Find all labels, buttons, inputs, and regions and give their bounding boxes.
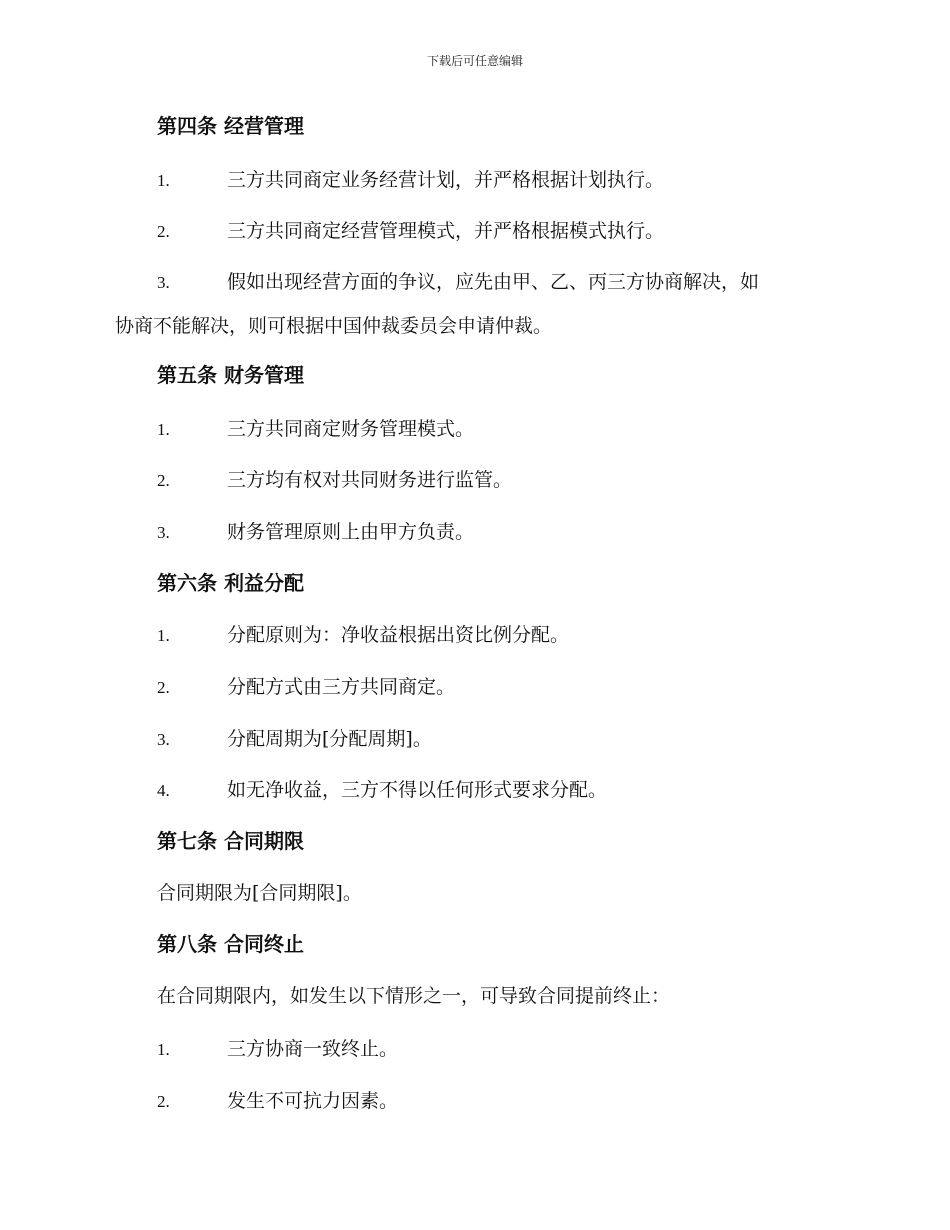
item-number: 3. [157, 273, 170, 292]
list-item [157, 465, 512, 496]
item-text: 三方共同商定业务经营计划，并严格根据计划执行。 [227, 169, 665, 191]
list-item [157, 165, 664, 196]
list-item [157, 1086, 398, 1117]
item-text: 分配方式由三方共同商定。 [227, 676, 456, 698]
item-text: 假如出现经营方面的争议，应先由甲、乙、丙三方协商解决，如 [227, 271, 760, 293]
item-text: 分配原则为：净收益根据出资比例分配。 [227, 624, 570, 646]
list-item [157, 672, 455, 703]
item-number: 2. [157, 222, 170, 241]
item-text: 三方共同商定经营管理模式，并严格根据模式执行。 [227, 220, 665, 242]
list-item [157, 517, 474, 548]
item-text: 三方共同商定财务管理模式。 [227, 418, 475, 440]
item-text: 三方协商一致终止。 [227, 1038, 399, 1060]
section-title: 第五条 财务管理 [157, 363, 304, 387]
list-item [157, 1034, 398, 1065]
section-title: 第四条 经营管理 [157, 114, 304, 138]
item-number: 1. [157, 420, 170, 439]
item-text: 如无净收益，三方不得以任何形式要求分配。 [227, 779, 608, 801]
section-title: 第七条 合同期限 [157, 829, 304, 853]
list-item [157, 414, 474, 445]
page-header: 下载后可任意编辑 [426, 54, 523, 68]
item-number: 3. [157, 523, 170, 542]
list-item [157, 267, 759, 298]
section-body: 在合同期限内，如发生以下情形之一，可导致合同提前终止： [157, 985, 671, 1007]
list-item [157, 724, 432, 755]
item-number: 2. [157, 471, 170, 490]
list-item [157, 620, 569, 651]
item-number: 3. [157, 730, 170, 749]
item-number: 1. [157, 1040, 170, 1059]
section-title: 第八条 合同终止 [157, 932, 304, 956]
item-number: 1. [157, 626, 170, 645]
item-text: 财务管理原则上由甲方负责。 [227, 521, 475, 543]
list-item [157, 775, 607, 806]
section-body: 合同期限为[合同期限]。 [157, 882, 362, 904]
item-text: 发生不可抗力因素。 [227, 1090, 399, 1112]
item-text: 三方均有权对共同财务进行监管。 [227, 469, 513, 491]
list-item [157, 216, 664, 247]
item-text: 分配周期为[分配周期]。 [227, 728, 432, 750]
item-text-continuation: 协商不能解决，则可根据中国仲裁委员会申请仲裁。 [115, 315, 553, 337]
item-number: 4. [157, 781, 170, 800]
section-title: 第六条 利益分配 [157, 571, 304, 595]
item-number: 2. [157, 678, 170, 697]
item-number: 2. [157, 1092, 170, 1111]
item-number: 1. [157, 171, 170, 190]
